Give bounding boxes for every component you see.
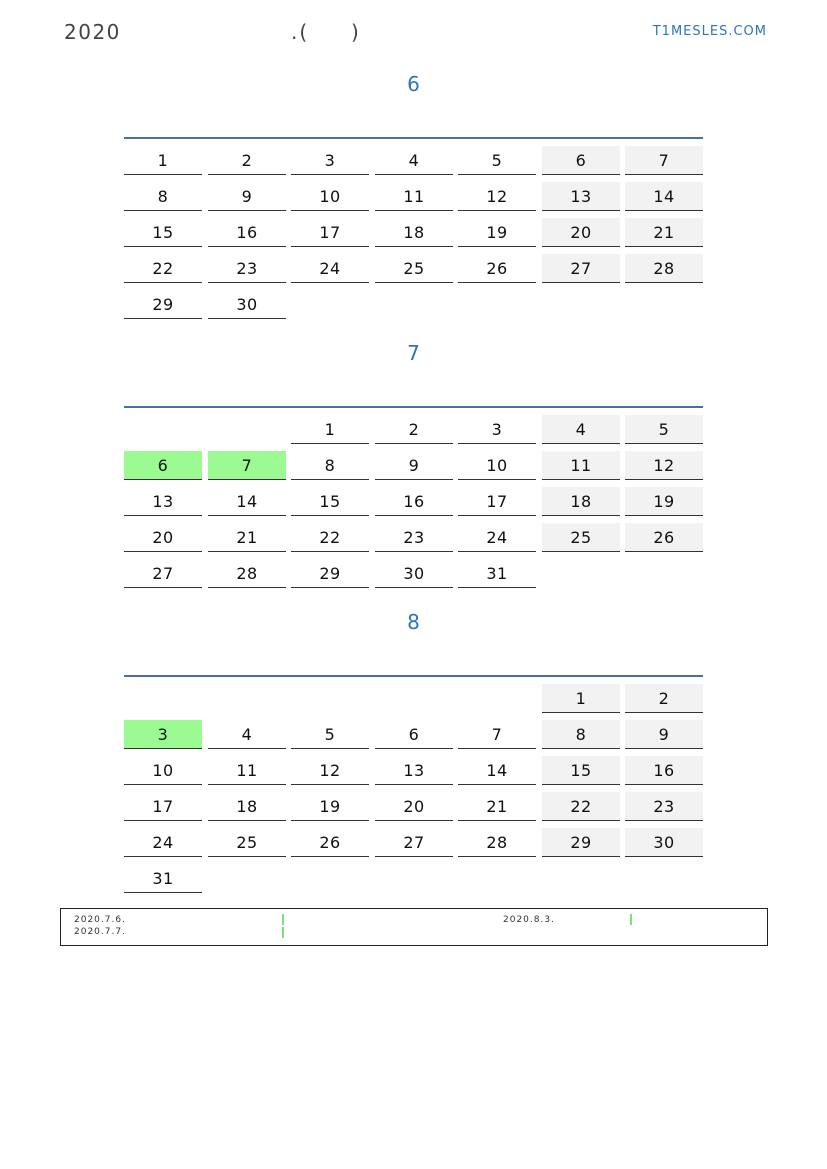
calendar-day: 21 — [625, 218, 703, 247]
calendar-day: 18 — [208, 792, 286, 821]
calendar-day: 27 — [542, 254, 620, 283]
calendar-day: 15 — [542, 756, 620, 785]
calendar-day: 7 — [458, 720, 536, 749]
calendar-july — [124, 406, 703, 583]
note-date: 2020.8.3. — [503, 915, 555, 925]
calendar-day: 25 — [542, 523, 620, 552]
holiday-marker — [282, 927, 284, 938]
calendar-day: 26 — [291, 828, 369, 857]
calendar-day: 29 — [542, 828, 620, 857]
calendar-day: 2 — [208, 146, 286, 175]
calendar-day: 30 — [375, 559, 453, 588]
calendar-day: 12 — [458, 182, 536, 211]
calendar-day: 20 — [542, 218, 620, 247]
calendar-day: 8 — [291, 451, 369, 480]
calendar-day: 17 — [458, 487, 536, 516]
calendar-day: 22 — [124, 254, 202, 283]
header-year: 2020 — [64, 20, 121, 44]
calendar-day: 11 — [375, 182, 453, 211]
calendar-day: 12 — [625, 451, 703, 480]
calendar-day: 23 — [375, 523, 453, 552]
site-link[interactable]: T1MESLES.COM — [652, 24, 767, 39]
calendar-day: 18 — [542, 487, 620, 516]
calendar-august — [124, 675, 703, 888]
calendar-day: 9 — [375, 451, 453, 480]
calendar-day: 17 — [291, 218, 369, 247]
calendar-day: 13 — [124, 487, 202, 516]
calendar-day: 11 — [208, 756, 286, 785]
calendar-day: 30 — [208, 290, 286, 319]
calendar-day: 19 — [625, 487, 703, 516]
calendar-day: 12 — [291, 756, 369, 785]
calendar-day: 10 — [458, 451, 536, 480]
calendar-day: 13 — [542, 182, 620, 211]
month-title-june: 6 — [407, 72, 420, 96]
calendar-day: 10 — [124, 756, 202, 785]
calendar-day: 9 — [625, 720, 703, 749]
calendar-day: 4 — [208, 720, 286, 749]
calendar-day: 7 — [208, 451, 286, 480]
calendar-day: 31 — [458, 559, 536, 588]
calendar-day: 26 — [458, 254, 536, 283]
calendar-day: 2 — [625, 684, 703, 713]
calendar-day: 19 — [291, 792, 369, 821]
calendar-day: 6 — [542, 146, 620, 175]
calendar-day: 16 — [625, 756, 703, 785]
calendar-day: 22 — [542, 792, 620, 821]
calendar-day: 28 — [625, 254, 703, 283]
holiday-marker — [630, 914, 632, 925]
calendar-day: 23 — [208, 254, 286, 283]
calendar-day: 14 — [625, 182, 703, 211]
calendar-day: 11 — [542, 451, 620, 480]
calendar-day: 5 — [458, 146, 536, 175]
calendar-day: 15 — [291, 487, 369, 516]
calendar-day: 21 — [208, 523, 286, 552]
calendar-day: 27 — [375, 828, 453, 857]
calendar-day: 24 — [124, 828, 202, 857]
calendar-day: 1 — [291, 415, 369, 444]
calendar-day: 8 — [542, 720, 620, 749]
calendar-day: 25 — [375, 254, 453, 283]
calendar-day: 4 — [375, 146, 453, 175]
calendar-day: 23 — [625, 792, 703, 821]
calendar-day: 22 — [291, 523, 369, 552]
calendar-day: 13 — [375, 756, 453, 785]
calendar-day: 10 — [291, 182, 369, 211]
calendar-day: 6 — [124, 451, 202, 480]
calendar-day: 15 — [124, 218, 202, 247]
calendar-day: 14 — [458, 756, 536, 785]
month-title-august: 8 — [407, 610, 420, 634]
calendar-day: 4 — [542, 415, 620, 444]
calendar-day: 3 — [291, 146, 369, 175]
calendar-day: 2 — [375, 415, 453, 444]
calendar-day: 6 — [375, 720, 453, 749]
calendar-day: 28 — [458, 828, 536, 857]
calendar-day: 5 — [625, 415, 703, 444]
calendar-day: 7 — [625, 146, 703, 175]
calendar-day: 30 — [625, 828, 703, 857]
calendar-day: 21 — [458, 792, 536, 821]
calendar-day: 3 — [124, 720, 202, 749]
calendar-day: 24 — [291, 254, 369, 283]
calendar-day: 19 — [458, 218, 536, 247]
month-title-july: 7 — [407, 341, 420, 365]
holiday-notes — [60, 908, 768, 946]
calendar-day: 28 — [208, 559, 286, 588]
calendar-day: 31 — [124, 864, 202, 893]
calendar-june — [124, 137, 703, 314]
calendar-day: 17 — [124, 792, 202, 821]
calendar-day: 1 — [124, 146, 202, 175]
calendar-day: 1 — [542, 684, 620, 713]
calendar-day: 20 — [375, 792, 453, 821]
calendar-day: 24 — [458, 523, 536, 552]
note-date: 2020.7.7. — [74, 927, 126, 937]
calendar-day: 20 — [124, 523, 202, 552]
calendar-day: 29 — [291, 559, 369, 588]
calendar-day: 9 — [208, 182, 286, 211]
calendar-day: 5 — [291, 720, 369, 749]
calendar-day: 16 — [375, 487, 453, 516]
calendar-day: 27 — [124, 559, 202, 588]
calendar-day: 26 — [625, 523, 703, 552]
note-date: 2020.7.6. — [74, 915, 126, 925]
calendar-day: 14 — [208, 487, 286, 516]
header-subtitle: .( ) — [291, 20, 361, 44]
calendar-day: 18 — [375, 218, 453, 247]
calendar-day: 25 — [208, 828, 286, 857]
calendar-day: 29 — [124, 290, 202, 319]
calendar-day: 3 — [458, 415, 536, 444]
calendar-day: 8 — [124, 182, 202, 211]
calendar-day: 16 — [208, 218, 286, 247]
holiday-marker — [282, 914, 284, 925]
